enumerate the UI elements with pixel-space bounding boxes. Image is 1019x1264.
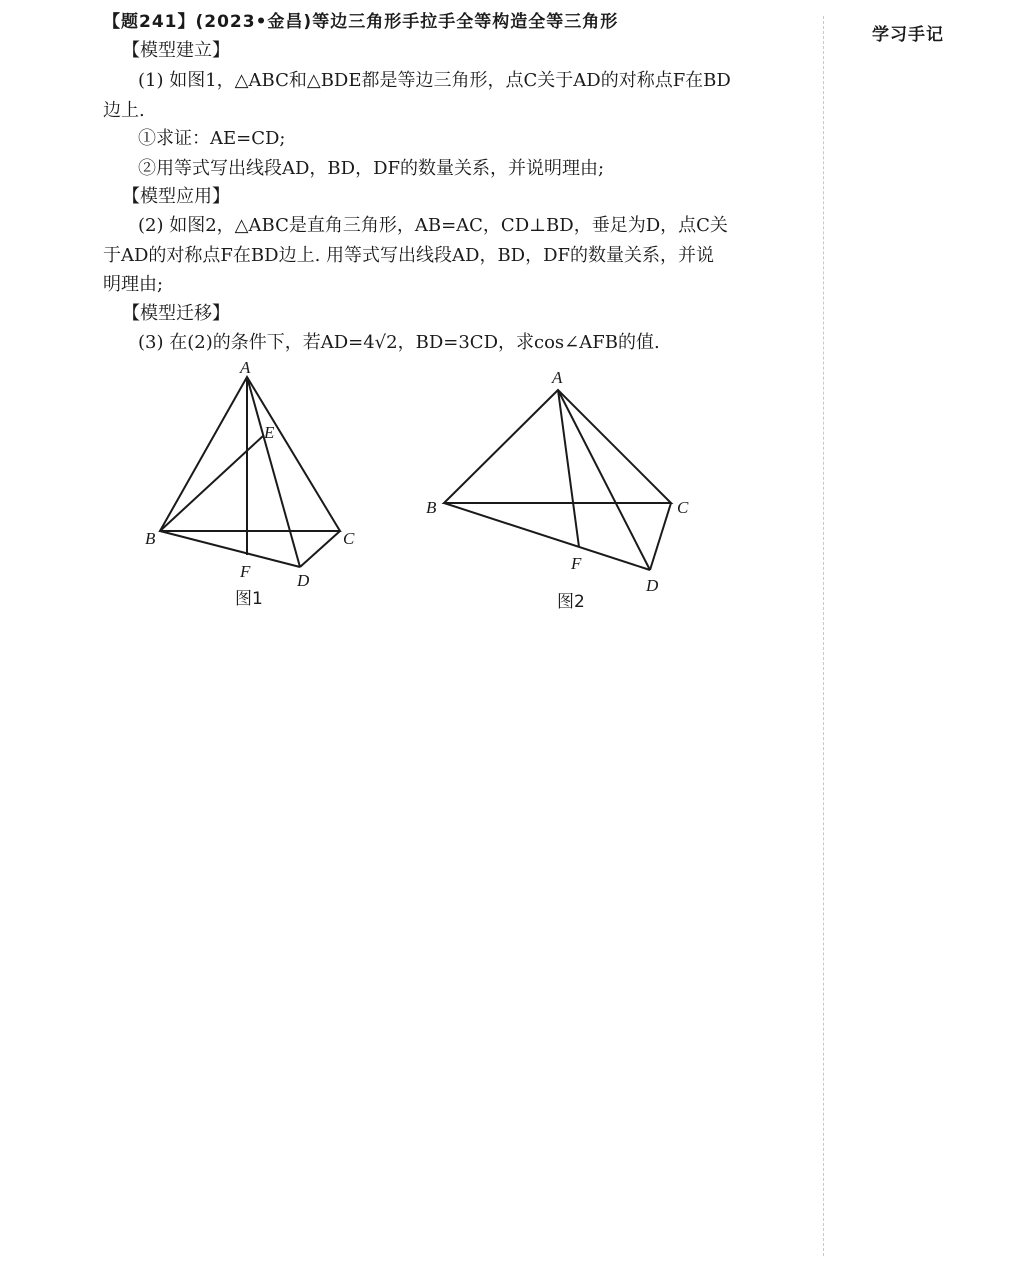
- fig1-label-c: C: [343, 529, 355, 548]
- part1-line2: 边上.: [103, 100, 145, 121]
- fig2-label-c: C: [677, 498, 689, 517]
- fig2-triangle-abc: [444, 390, 671, 503]
- fig1-label-e: E: [264, 423, 275, 442]
- fig2-label-f: F: [571, 554, 582, 573]
- figure-2: [444, 390, 671, 570]
- fig2-segment-ad: [558, 390, 650, 570]
- fig1-label-f: F: [240, 562, 251, 581]
- part1-question2: ②用等式写出线段AD，BD，DF的数量关系，并说明理由;: [138, 158, 605, 179]
- figure-1: [160, 377, 340, 567]
- part2-line3: 明理由;: [103, 274, 164, 295]
- part2-line1: (2) 如图2，△ABC是直角三角形，AB=AC，CD⊥BD，垂足为D，点C关: [138, 215, 728, 236]
- part3-line1: (3) 在(2)的条件下，若AD=4√2，BD=3CD，求cos∠AFB的值.: [138, 332, 660, 353]
- fig1-segment-ad: [247, 377, 300, 567]
- fig1-caption: 图1: [235, 589, 263, 609]
- section-model-transfer: 【模型迁移】: [122, 303, 230, 324]
- fig2-label-d: D: [646, 576, 659, 595]
- fig2-segment-bd: [444, 503, 650, 570]
- fig1-label-b: B: [145, 529, 156, 548]
- fig2-segment-cd: [650, 503, 671, 570]
- fig2-segment-af: [558, 390, 579, 547]
- fig1-segment-bd: [160, 531, 300, 567]
- fig1-label-a: A: [240, 358, 251, 377]
- fig2-caption: 图2: [557, 592, 585, 612]
- fig1-segment-cd: [300, 531, 340, 567]
- part1-question1: ①求证：AE=CD;: [138, 128, 286, 149]
- part1-line1: (1) 如图1，△ABC和△BDE都是等边三角形，点C关于AD的对称点F在BD: [138, 70, 731, 91]
- fig2-label-b: B: [426, 498, 437, 517]
- fig2-label-a: A: [552, 368, 563, 387]
- section-model-application: 【模型应用】: [122, 186, 230, 207]
- problem-title: 【题241】(2023•金昌)等边三角形手拉手全等构造全等三角形: [103, 12, 619, 32]
- study-notes-label: 学习手记: [872, 25, 944, 45]
- fig1-label-d: D: [297, 571, 310, 590]
- part2-line2: 于AD的对称点F在BD边上. 用等式写出线段AD，BD，DF的数量关系，并说: [103, 245, 715, 266]
- fig1-triangle-abc: [160, 377, 340, 531]
- section-model-building: 【模型建立】: [122, 40, 230, 61]
